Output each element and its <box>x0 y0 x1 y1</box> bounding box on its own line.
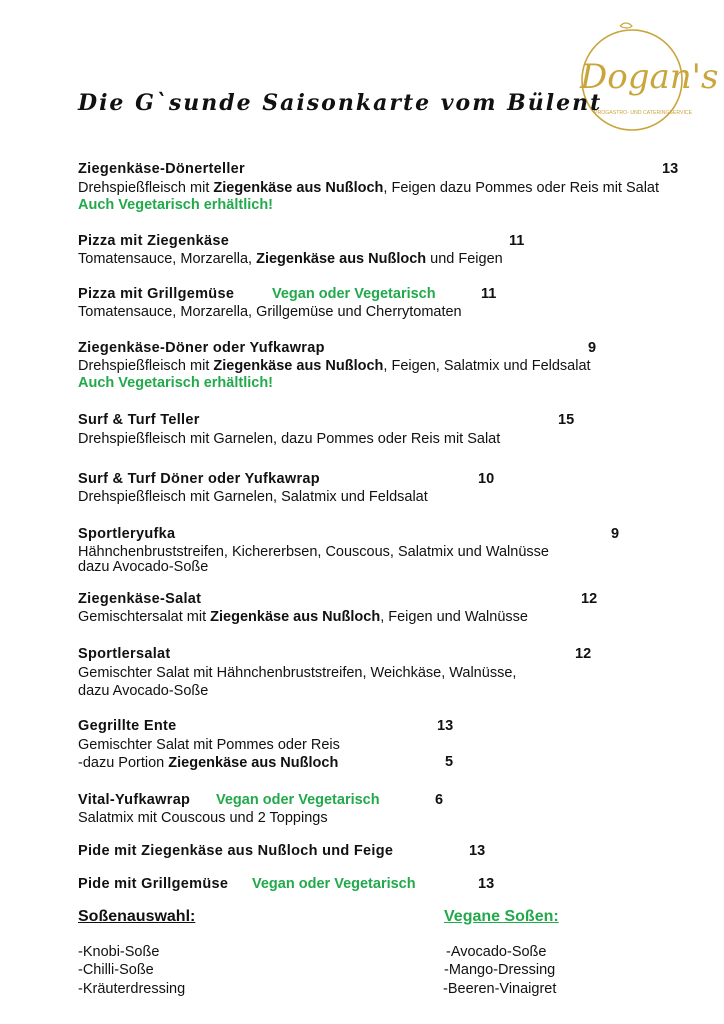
vegan-sauces-heading: Vegane Soßen: <box>444 908 559 925</box>
sauce-item: -Knobi-Soße <box>78 944 160 960</box>
item-price: 12 <box>575 646 592 662</box>
item-price: 13 <box>662 161 679 177</box>
text-segment: -dazu Portion <box>78 755 169 771</box>
item-price: 11 <box>509 233 525 249</box>
item-name: Pizza mit Grillgemüse <box>78 286 235 302</box>
text-segment: Hähnchenbruststreifen, Kichererbsen, Couscous, Salatmix und Walnüsse <box>78 544 549 560</box>
text-segment: Drehspießfleisch mit <box>78 180 214 196</box>
item-price: 15 <box>558 412 575 428</box>
logo-brand: Dogan's <box>580 57 719 97</box>
item-name: Ziegenkäse-Dönerteller <box>78 161 245 177</box>
text-segment: Gemischter Salat mit Hähnchenbruststreifen, Weichkäse, Walnüsse, <box>78 665 517 681</box>
sauces-heading: Soßenauswahl: <box>78 908 196 925</box>
vegetarian-note: Auch Vegetarisch erhältlich! <box>78 197 274 213</box>
item-description <box>78 608 528 626</box>
item-name: Ziegenkäse-Döner oder Yufkawrap <box>78 340 325 356</box>
item-description <box>78 488 428 506</box>
text-segment: Gemischtersalat mit <box>78 609 211 625</box>
item-name: Sportlersalat <box>78 646 171 662</box>
logo-tagline: PROGASTRO- UND CATERINGSERVICE <box>594 110 693 116</box>
item-price: 12 <box>581 591 598 607</box>
item-description <box>78 250 503 268</box>
item-price: 13 <box>437 718 454 734</box>
item-name: Ziegenkäse-Salat <box>78 591 202 607</box>
item-description <box>78 736 340 754</box>
text-segment: , Feigen, Salatmix und Feldsalat <box>383 358 591 374</box>
vegan-tag: Vegan oder Vegetarisch <box>272 286 436 302</box>
item-description <box>78 430 500 448</box>
text-segment: Tomatensauce, Morzarella, Grillgemüse und Cherrytomaten <box>78 304 462 320</box>
item-description <box>78 664 516 682</box>
vegan-tag: Vegan oder Vegetarisch <box>252 876 416 892</box>
text-segment: Drehspießfleisch mit Garnelen, Salatmix und Feldsalat <box>78 489 428 505</box>
text-segment: Gemischter Salat mit Pommes oder Reis <box>78 737 340 753</box>
item-name: Vital-Yufkawrap <box>78 792 191 808</box>
item-description-line2: dazu Avocado-Soße <box>78 683 209 699</box>
vegan-tag: Vegan oder Vegetarisch <box>216 792 380 808</box>
text-segment: Salatmix mit Couscous und 2 Toppings <box>78 810 328 826</box>
highlight-text: Ziegenkäse aus Nußloch <box>210 609 381 625</box>
item-name: Pide mit Ziegenkäse aus Nußloch und Feige <box>78 843 394 859</box>
dogans-logo <box>560 18 719 138</box>
text-segment: und Feigen <box>426 251 503 267</box>
highlight-text: Ziegenkäse aus Nußloch <box>168 755 339 771</box>
text-segment: Drehspießfleisch mit <box>78 358 214 374</box>
item-description <box>78 357 591 375</box>
item-price: 9 <box>588 340 597 356</box>
item-price: 10 <box>478 471 495 487</box>
item-name: Surf & Turf Döner oder Yufkawrap <box>78 471 320 487</box>
item-description <box>78 809 328 827</box>
item-description <box>78 179 659 197</box>
vegan-sauce-item: -Mango-Dressing <box>444 962 556 978</box>
item-price: 9 <box>611 526 620 542</box>
item-description-line2: dazu Avocado-Soße <box>78 559 209 575</box>
text-segment: Tomatensauce, Morzarella, <box>78 251 257 267</box>
item-price: 13 <box>478 876 495 892</box>
item-extra <box>78 754 338 772</box>
sauce-item: -Chilli-Soße <box>78 962 154 978</box>
item-name: Pizza mit Ziegenkäse <box>78 233 230 249</box>
item-name: Gegrillte Ente <box>78 718 177 734</box>
highlight-text: Ziegenkäse aus Nußloch <box>256 251 427 267</box>
item-description <box>78 303 462 321</box>
text-segment: Drehspießfleisch mit Garnelen, dazu Pommes oder Reis mit Salat <box>78 431 501 447</box>
vegan-sauce-item: -Avocado-Soße <box>446 944 547 960</box>
item-extra-price: 5 <box>445 754 454 770</box>
page-title: Die G`sunde Saisonkarte vom Bülent <box>78 90 603 116</box>
item-name: Surf & Turf Teller <box>78 412 200 428</box>
highlight-text: Ziegenkäse aus Nußloch <box>213 358 384 374</box>
text-segment: , Feigen und Walnüsse <box>380 609 528 625</box>
text-segment: , Feigen dazu Pommes oder Reis mit Salat <box>383 180 660 196</box>
sauce-item: -Kräuterdressing <box>78 981 186 997</box>
vegetarian-note: Auch Vegetarisch erhältlich! <box>78 375 274 391</box>
item-price: 11 <box>481 286 497 302</box>
item-name: Pide mit Grillgemüse <box>78 876 229 892</box>
item-price: 13 <box>469 843 486 859</box>
item-price: 6 <box>435 792 444 808</box>
item-name: Sportleryufka <box>78 526 176 542</box>
vegan-sauce-item: -Beeren-Vinaigret <box>443 981 557 997</box>
highlight-text: Ziegenkäse aus Nußloch <box>213 180 384 196</box>
